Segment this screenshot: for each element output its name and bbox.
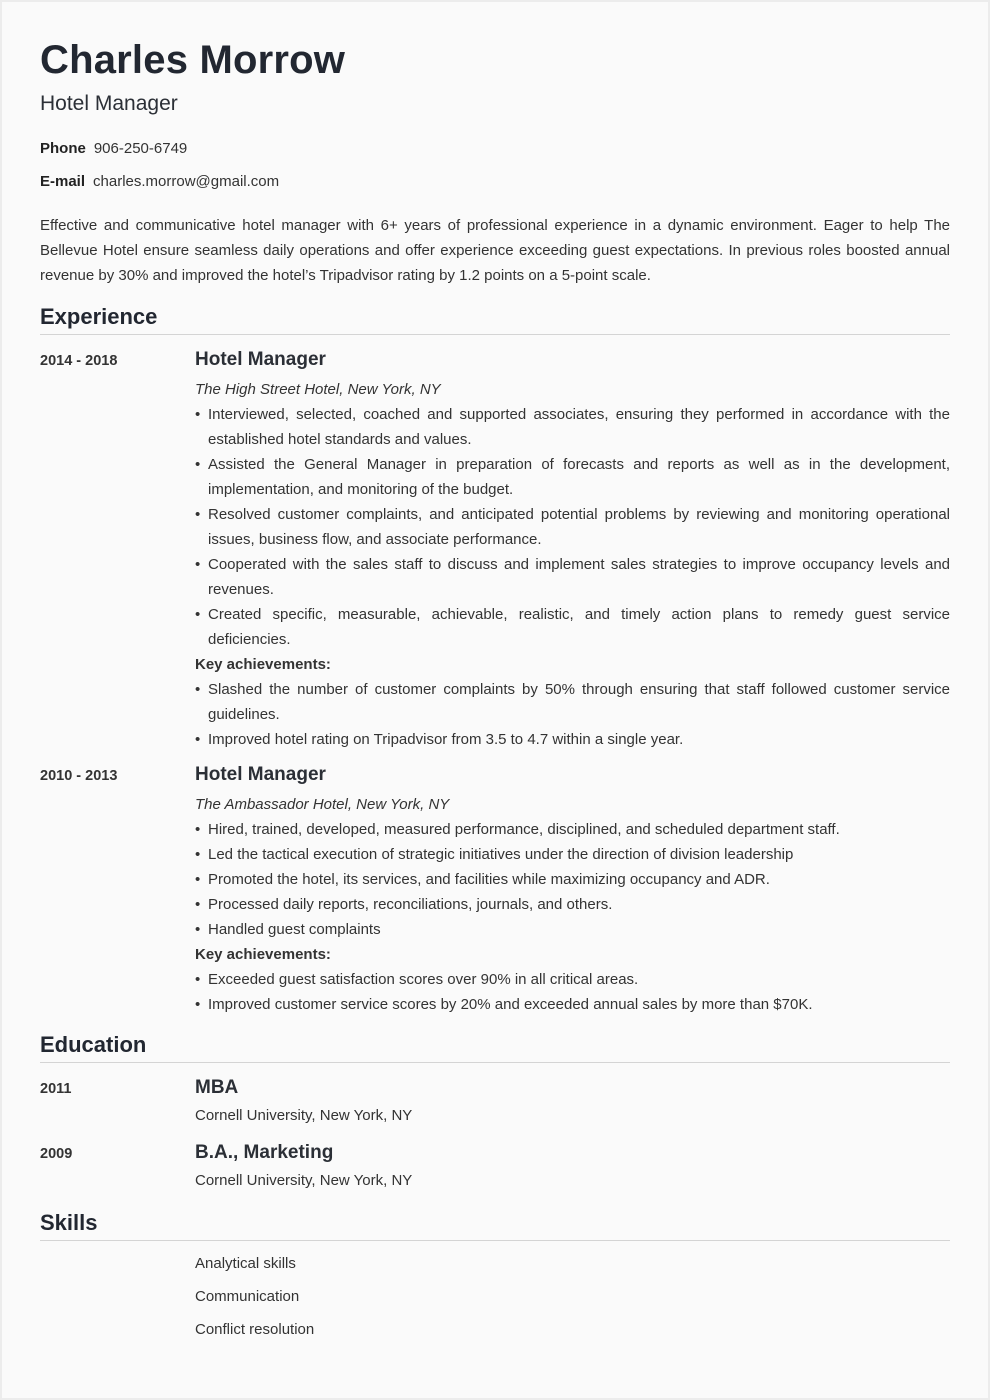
education-degree: B.A., Marketing [195,1142,334,1163]
job-achievements [195,677,950,752]
education-school: Cornell University, New York, NY [195,1172,413,1189]
resume-page [2,2,988,1398]
education-year: 2009 [40,1146,73,1162]
experience-heading: Experience [40,304,950,335]
email-value: charles.morrow@gmail.com [93,173,280,190]
list-item: • Improved customer service scores by 20% and exceeded annual sales by more than $70K. [195,992,950,1017]
job-dates: 2014 - 2018 [40,353,118,369]
education-year: 2011 [40,1081,72,1097]
job-duties [195,402,950,652]
skills-heading: Skills [40,1210,950,1241]
email-label: E-mail [40,173,86,190]
candidate-name: Charles Morrow [40,38,346,82]
list-item: • Processed daily reports, reconciliations, journals, and others. [195,892,950,917]
key-achievements-label: Key achievements: [195,946,331,963]
list-item: • Assisted the General Manager in preparation of forecasts and reports as well as in the development, implementation, and monitoring of the budget. [195,452,950,502]
list-item: • Created specific, measurable, achievable, realistic, and timely action plans to remedy guest service deficiencies. [195,602,950,652]
list-item: • Promoted the hotel, its services, and facilities while maximizing occupancy and ADR. [195,867,950,892]
list-item: • Improved hotel rating on Tripadvisor from 3.5 to 4.7 within a single year. [195,727,950,752]
skill-item: Analytical skills [195,1255,296,1272]
list-item: • Resolved customer complaints, and anticipated potential problems by reviewing and monitoring operational issues, business flow, and associate performance. [195,502,950,552]
list-item: • Cooperated with the sales staff to discuss and implement sales strategies to improve occupancy levels and revenues. [195,552,950,602]
phone-value: 906-250-6749 [93,140,188,157]
list-item: • Hired, trained, developed, measured performance, disciplined, and scheduled department staff. [195,817,950,842]
education-heading: Education [40,1032,950,1063]
candidate-title: Hotel Manager [40,92,178,115]
skill-item: Communication [195,1288,300,1305]
job-entry [195,762,950,1017]
job-employer: The High Street Hotel, New York, NY [195,381,441,398]
education-degree: MBA [195,1077,239,1098]
phone-label: Phone [40,140,86,157]
education-school: Cornell University, New York, NY [195,1107,413,1124]
job-duties [195,817,950,942]
job-title: Hotel Manager [195,349,326,370]
education-entry [195,1141,950,1192]
job-dates: 2010 - 2013 [40,768,118,784]
list-item: • Handled guest complaints [195,917,950,942]
job-employer: The Ambassador Hotel, New York, NY [195,796,450,813]
key-achievements-label: Key achievements: [195,656,331,673]
list-item: • Led the tactical execution of strategic initiatives under the direction of division leadership [195,842,950,867]
phone-row [40,140,187,157]
list-item: • Interviewed, selected, coached and supported associates, ensuring they performed in accordance with the established hotel standards and values. [195,402,950,452]
education-entry [195,1076,950,1127]
job-achievements [195,967,950,1017]
profile-summary: Effective and communicative hotel manager with 6+ years of professional experience in a dynamic environment. Eager to help The Bellevue Hotel ensure seamless daily operations and offer experience exceeding guest expectations. In previous roles boosted annual revenue by 30% and improved the hotel’s Tripadvisor rating by 1.2 points on a 5-point scale. [40,217,950,284]
list-item: • Slashed the number of customer complaints by 50% through ensuring that staff followed customer service guidelines. [195,677,950,727]
skill-item: Conflict resolution [195,1321,315,1338]
list-item: • Exceeded guest satisfaction scores over 90% in all critical areas. [195,967,950,992]
email-row [40,173,279,190]
job-entry [195,347,950,752]
job-title: Hotel Manager [195,764,326,785]
